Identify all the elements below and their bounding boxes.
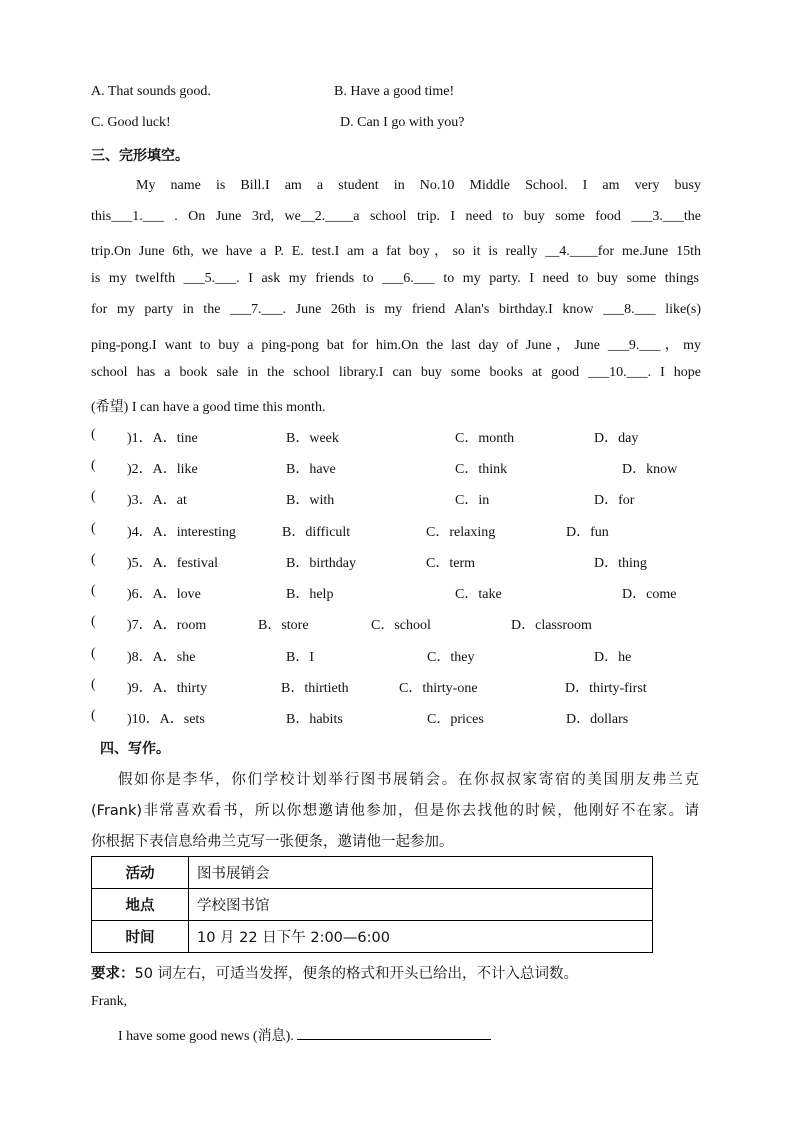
passage-line: (希望) I can have a good time this month. (91, 400, 326, 415)
option-c-text: C．take (455, 587, 502, 602)
table-value: 图书展销会 (189, 857, 653, 889)
option-d-text: D．thing (594, 556, 647, 571)
option-c-text: C．they (427, 650, 475, 665)
section-3-heading: 三、完形填空。 (91, 148, 189, 164)
table-row (92, 889, 653, 921)
answer-paren: ( (91, 458, 96, 473)
option-a-text: )10．A．sets (127, 712, 205, 727)
option-d-text: D．fun (566, 525, 609, 540)
answer-paren: ( (91, 521, 96, 536)
requirements-label: 要求： (91, 966, 135, 982)
option-c-text: C．month (455, 431, 515, 446)
answer-paren: ( (91, 552, 96, 567)
note-first-line (118, 1025, 491, 1045)
table-row (92, 921, 653, 953)
answer-paren: ( (91, 646, 96, 661)
option-c-text: C．thirty-one (399, 681, 478, 696)
question-row (91, 614, 711, 634)
option-b-text: B．thirtieth (281, 681, 349, 696)
option-a-text: )6．A．love (127, 587, 201, 602)
option-d-text: D．day (594, 431, 639, 446)
option-b-text: B．store (258, 618, 309, 633)
info-table (91, 856, 653, 953)
option-a-text: )2．A．like (127, 462, 198, 477)
table-row (92, 857, 653, 889)
table-key: 地点 (92, 889, 189, 921)
passage-line: is my twelfth ___5.___. I ask my friends to ___6.___ to my party. I need to buy some things (91, 271, 699, 286)
option-a-text: )7．A．room (127, 618, 207, 633)
writing-prompt-line: 假如你是李华，你们学校计划举行图书展销会。在你叔叔家寄宿的美国朋友弗兰克 (118, 772, 699, 788)
passage-line: this___1.___ . On June 3rd, we__2.____a school trip. I need to buy some food ___3.___the (91, 209, 701, 224)
option-b-text: B．week (286, 431, 339, 446)
question-row (91, 521, 711, 541)
option-b-text: B．difficult (282, 525, 351, 540)
option-c-text: C．school (371, 618, 431, 633)
question-row (91, 708, 711, 728)
option-a-text: )4．A．interesting (127, 525, 236, 540)
option-d-text: D．come (622, 587, 677, 602)
answer-paren: ( (91, 427, 96, 442)
requirements-text: 50 词左右，可适当发挥，便条的格式和开头已给出，不计入总词数。 (134, 966, 579, 982)
table-value: 10 月 22 日下午 2:00—6:00 (189, 921, 653, 953)
requirements (91, 962, 578, 983)
option-b-text: B．have (286, 462, 336, 477)
question-row (91, 646, 711, 666)
passage-line: school has a book sale in the school library.I can buy some books at good ___10.___. I hope (91, 365, 701, 380)
passage-line: My name is Bill.I am a student in No.10 Middle School. I am very busy (136, 178, 701, 193)
answer-paren: ( (91, 583, 96, 598)
option-a-text: )5．A．festival (127, 556, 218, 571)
option-c-text: C．think (455, 462, 508, 477)
question-row (91, 677, 711, 697)
option-d-text: D．thirty-first (565, 681, 647, 696)
option-b-text: B．birthday (286, 556, 356, 571)
question-row (91, 427, 711, 447)
option-a-text: )8．A．she (127, 650, 196, 665)
question-row (91, 458, 711, 478)
question-row (91, 583, 711, 603)
note-first-line-text: I have some good news (消息). (118, 1029, 298, 1044)
option-b-text: B．with (286, 493, 335, 508)
answer-paren: ( (91, 677, 96, 692)
passage-line: trip.On June 6th, we have a P. E. test.I am a fat boy，so it is really __4.____for me.June 15th (91, 244, 701, 259)
option-d-text: D．classroom (511, 618, 592, 633)
passage-line: for my party in the ___7.___. June 26th is my friend Alan's birthday.I know ___8.___ like(s) (91, 302, 701, 317)
table-value: 学校图书馆 (189, 889, 653, 921)
option-d: D. Can I go with you? (340, 115, 465, 130)
option-c-text: C．in (455, 493, 490, 508)
table-key: 时间 (92, 921, 189, 953)
option-c: C. Good luck! (91, 115, 171, 130)
option-b-text: B．help (286, 587, 334, 602)
option-d-text: D．know (622, 462, 678, 477)
option-a-text: )1．A．tine (127, 431, 198, 446)
option-a: A. That sounds good. (91, 84, 211, 99)
passage-line: ping-pong.I want to buy a ping-pong bat for him.On the last day of June，June ___9.___，my (91, 338, 701, 353)
writing-prompt-line: 你根据下表信息给弗兰克写一张便条，邀请他一起参加。 (91, 834, 454, 850)
question-row (91, 489, 711, 509)
writing-prompt-line: (Frank)非常喜欢看书，所以你想邀请他参加，但是你去找他的时候，他刚好不在家。请 (91, 803, 699, 819)
note-greeting: Frank, (91, 994, 128, 1009)
option-c-text: C．relaxing (426, 525, 496, 540)
option-a-text: )9．A．thirty (127, 681, 208, 696)
option-b: B. Have a good time! (334, 84, 455, 99)
answer-paren: ( (91, 708, 96, 723)
option-d-text: D．for (594, 493, 635, 508)
option-c-text: C．prices (427, 712, 484, 727)
option-a-text: )3．A．at (127, 493, 187, 508)
answer-blank[interactable] (297, 1027, 491, 1040)
option-d-text: D．he (594, 650, 632, 665)
option-d-text: D．dollars (566, 712, 629, 727)
answer-paren: ( (91, 614, 96, 629)
question-row (91, 552, 711, 572)
table-key: 活动 (92, 857, 189, 889)
option-b-text: B．habits (286, 712, 343, 727)
answer-paren: ( (91, 489, 96, 504)
section-4-heading: 四、写作。 (100, 741, 170, 757)
option-c-text: C．term (426, 556, 475, 571)
option-b-text: B．I (286, 650, 314, 665)
